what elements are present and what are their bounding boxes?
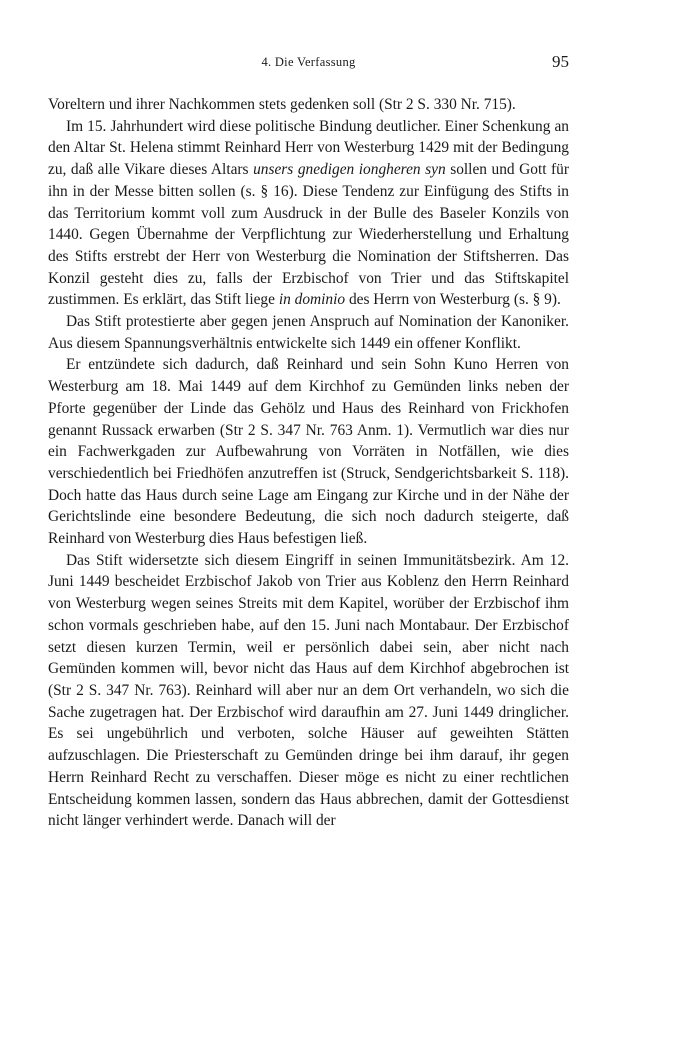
page-number: 95 [552, 52, 569, 71]
paragraph-text: des Herrn von Westerburg (s. § 9). [345, 291, 561, 309]
paragraph [48, 311, 569, 354]
running-head [48, 52, 569, 72]
paragraph [48, 94, 569, 116]
paragraph [48, 550, 569, 832]
italic-quote: unsers gnedigen iongheren syn [253, 161, 446, 179]
paragraph [48, 354, 569, 549]
paragraph-text: sollen und Gott für ihn in der Messe bitten sollen (s. § 16). Diese Tendenz zur Einfügung des Stifts in das Territorium kommt voll zum Ausdruck in der Bulle des Baseler Konzils von 1440. Gegen Übernahme der Verpflichtung zur Wiederherstellung und Erhaltung des Stifts erstrebt der Herr von Westerburg die Nomination der Stiftsherren. Das Konzil gesteht dies zu, falls der Erzbischof von Trier und das Stiftskapitel zustimmen. Es erklärt, das Stift liege [48, 161, 569, 309]
paragraph-text: Das Stift protestierte aber gegen jenen Anspruch auf Nomination der Kanoniker. Aus diesem Spannungsverhältnis entwickelte sich 1449 ein offener Konflikt. [48, 313, 569, 352]
paragraph [48, 116, 569, 311]
paragraph-text: Im 15. Jahrhundert wird diese politische Bindung deutlicher. Einer Schenkung an den Altar St. Helena stimmt Reinhard Herr von Westerburg 1429 mit der Bedingung zu, daß alle Vikare dieses Altars [48, 117, 569, 179]
body-text [48, 94, 569, 832]
paragraph-text: Er entzündete sich dadurch, daß Reinhard und sein Sohn Kuno Herren von Westerburg am 18. Mai 1449 auf dem Kirchhof zu Gemünden links neben der Pforte gegenüber der Linde das Gehölz und Haus des Reinhard von Frickhofen genannt Russack erwarben (Str 2 S. 347 Nr. 763 Anm. 1). Vermutlich war dies nur ein Fachwerkgaden zur Aufbewahrung von Vorräten in Notfällen, wie dies verschiedentlich bei Friedhöfen anzutreffen ist (Struck, Sendgerichtsbarkeit S. 118). Doch hatte das Haus durch seine Lage am Eingang zur Kirche und in der Nähe der Gerichtslinde eine besondere Bedeutung, die sich noch dadurch steigerte, daß Reinhard von Westerburg dies Haus befestigen ließ. [48, 356, 569, 548]
italic-quote: in dominio [278, 291, 346, 309]
paragraph-text: Das Stift widersetzte sich diesem Eingriff in seinen Immunitätsbezirk. Am 12. Juni 1449 bescheidet Erzbischof Jakob von Trier aus Koblenz den Herrn Reinhard von Westerburg wegen seines Streits mit dem Kapitel, worüber der Erzbischof ihm schon vormals geschrieben habe, auf den 15. Juni nach Montabaur. Der Erzbischof setzt diesen kurzen Termin, weil er persönlich dabei sein, aber nicht nach Gemünden kommen will, bevor nicht das Haus auf dem Kirchhof abgebrochen ist (Str 2 S. 347 Nr. 763). Reinhard will aber nur an dem Ort verhandeln, wo sich die Sache zugetragen hat. Der Erzbischof wird daraufhin am 27. Juni 1449 dringlicher. Es sei ungebührlich und verboten, solche Häuser auf geweihten Stätten aufzuschlagen. Die Priesterschaft zu Gemünden dringe bei ihm darauf, ihr gegen Herrn Reinhard Recht zu verschaffen. Dieser möge es nicht zu einer rechtlichen Entscheidung kommen lassen, sondern das Haus abbrechen, damit der Gottesdienst nicht länger verhindert werde. Danach will der [48, 551, 569, 830]
running-title: 4. Die Verfassung [261, 55, 356, 69]
paragraph-text: Voreltern und ihrer Nachkommen stets gedenken soll (Str 2 S. 330 Nr. 715). [48, 96, 516, 113]
